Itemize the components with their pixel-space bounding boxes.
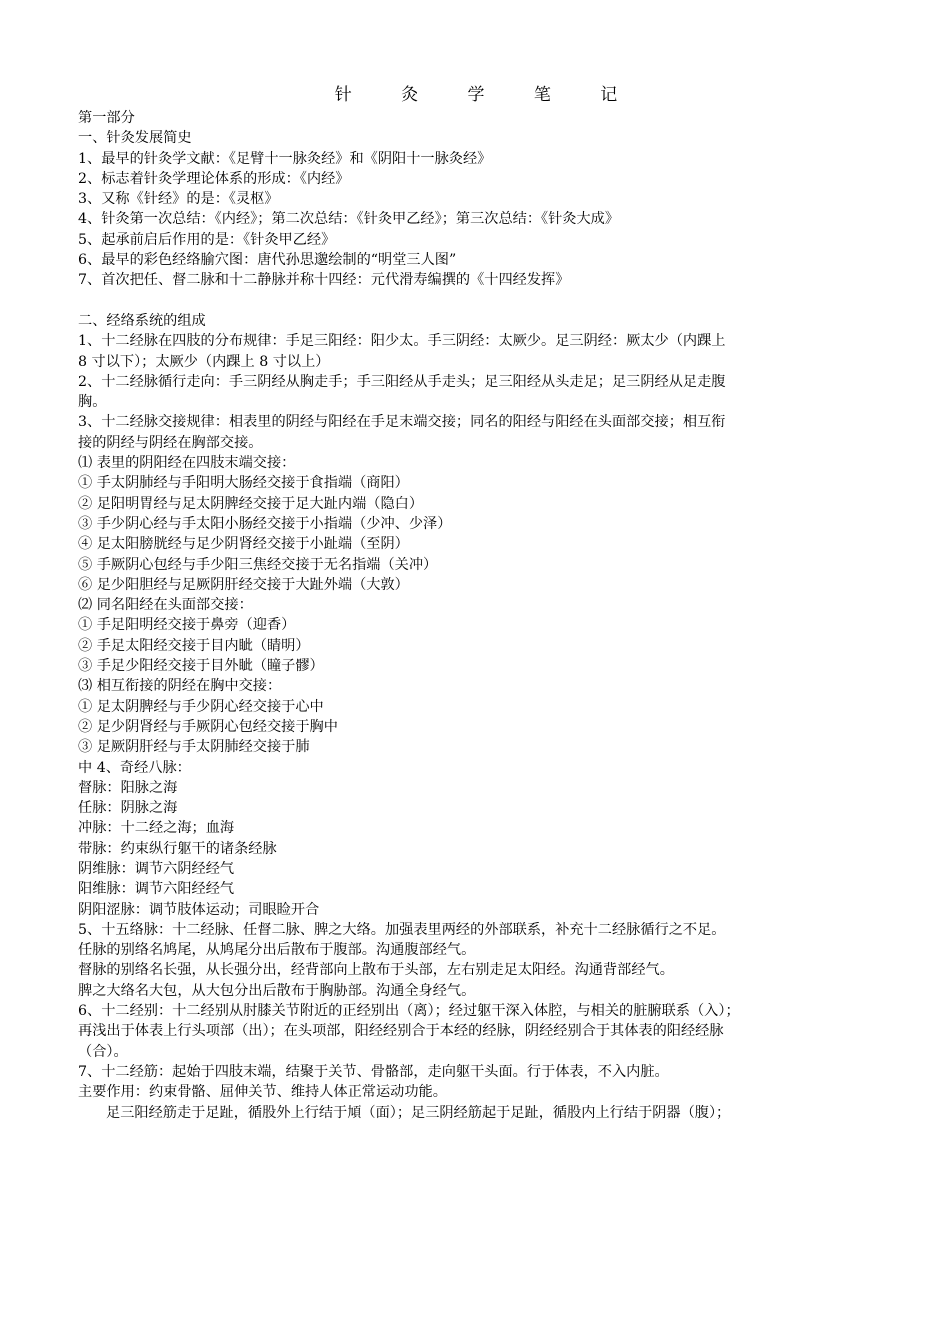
text-line: 3、十二经脉交接规律：相表里的阴经与阳经在手足末端交接；同名的阳经与阳经在头面部交接；相互衔	[78, 414, 726, 431]
text-line: 第一部分	[78, 110, 135, 126]
text-line: ⑶ 相互衔接的阴经在胸中交接：	[78, 678, 282, 695]
text-line: ② 足阳明胃经与足太阴脾经交接于足大趾内端（隐白）	[78, 495, 424, 512]
text-line: 脾之大络名大包，从大包分出后散布于胸胁部。沟通全身经气。	[78, 982, 476, 999]
text-line: 5、起承前启后作用的是：《针灸甲乙经》	[78, 231, 336, 248]
document-title: 针 灸 学 笔 记	[334, 85, 640, 105]
document-page	[78, 84, 878, 1123]
text-line: 胸。	[78, 394, 107, 411]
text-line: 任脉：阴脉之海	[78, 800, 178, 817]
text-line: 2、十二经脉循行走向：手三阴经从胸走手；手三阳经从手走头；足三阳经从头走足；足三阴经从足走腹	[78, 373, 726, 390]
text-line: 主要作用：约束骨骼、屈伸关节、维持人体正常运动功能。	[78, 1084, 447, 1101]
text-line: ① 手太阴肺经与手阳明大肠经交接于食指端（商阳）	[78, 475, 409, 492]
text-line: ④ 足太阳膀胱经与足少阴肾经交接于小趾端（至阴）	[78, 536, 409, 553]
text-line: 督脉的别络名长强，从长强分出，经背部向上散布于头部，左右别走足太阳经。沟通背部经气。	[78, 962, 674, 979]
text-line: 督脉：阳脉之海	[78, 779, 178, 796]
text-line: 7、十二经筋：起始于四肢末端，结聚于关节、骨骼部，走向躯干头面。行于体表，不入内脏。	[78, 1063, 669, 1080]
text-line: 2、标志着针灸学理论体系的形成：《内经》	[78, 170, 350, 187]
text-line: 足三阳经筋走于足趾，循股外上行结于頄（面）；足三阴经筋起于足趾，循股内上行结于阴器（腹）；	[106, 1104, 731, 1121]
text-line: 6、十二经别：十二经别从肘膝关节附近的正经别出（离）；经过躯干深入体腔，与相关的脏腑联系（入）；	[78, 1003, 740, 1020]
text-line: ③ 足厥阴肝经与手太阴肺经交接于肺	[78, 739, 310, 756]
text-line: ⑤ 手厥阴心包经与手少阳三焦经交接于无名指端（关冲）	[78, 556, 438, 573]
text-line: 接的阴经与阴经在胸部交接。	[78, 434, 263, 451]
text-line: 6、最早的彩色经络腧穴图：唐代孙思邈绘制的“明堂三人图”	[78, 252, 457, 269]
text-line: 5、十五络脉：十二经脉、任督二脉、脾之大络。加强表里两经的外部联系，补充十二经脉循行之不足。	[78, 921, 726, 938]
text-line: ⑥ 足少阳胆经与足厥阴肝经交接于大趾外端（大敦）	[78, 576, 409, 593]
text-line: （合）。	[78, 1043, 128, 1060]
blank-line	[78, 291, 878, 311]
text-line: 再浅出于体表上行头项部（出）；在头项部，阳经经别合于本经的经脉，阴经经别合于其体表的阳经经脉	[78, 1023, 724, 1040]
text-line: 7、首次把任、督二脉和十二静脉并称十四经：元代滑寿编撰的《十四经发挥》	[78, 272, 570, 289]
text-line: 中 4、奇经八脉：	[78, 759, 191, 776]
text-line: 1、十二经脉在四肢的分布规律：手足三阳经：阳少太。手三阴经：太厥少。足三阴经：厥太少（内踝上	[78, 333, 726, 350]
text-line: 阴阳涩脉：调节肢体运动；司眼睑开合	[78, 901, 320, 918]
text-line: 带脉：约束纵行躯干的诸条经脉	[78, 840, 277, 857]
text-line: ③ 手少阴心经与手太阳小肠经交接于小指端（少冲、少泽）	[78, 515, 452, 532]
text-line: ② 手足太阳经交接于目内眦（睛明）	[78, 637, 310, 654]
text-line: ① 手足阳明经交接于鼻旁（迎香）	[78, 617, 296, 634]
text-line: 8 寸以下）；太厥少（内踝上 8 寸以上）	[78, 353, 330, 370]
text-line: ③ 手足少阳经交接于目外眦（瞳子髎）	[78, 658, 324, 675]
document-body	[78, 108, 878, 1123]
text-line: 1、最早的针灸学文献：《足臂十一脉灸经》和《阴阳十一脉灸经》	[78, 150, 492, 167]
text-line: ① 足太阴脾经与手少阴心经交接于心中	[78, 698, 324, 715]
text-line: ② 足少阴肾经与手厥阴心包经交接于胸中	[78, 718, 338, 735]
text-line: ⑴ 表里的阴阳经在四肢末端交接：	[78, 455, 296, 472]
text-line: 阳维脉：调节六阳经经气	[78, 881, 235, 898]
text-line: ⑵ 同名阳经在头面部交接：	[78, 597, 253, 614]
text-line: 二、经络系统的组成	[78, 312, 206, 329]
text-line: 4、针灸第一次总结：《内经》；第二次总结：《针灸甲乙经》；第三次总结：《针灸大成》	[78, 211, 620, 228]
text-line: 阴维脉：调节六阴经经气	[78, 860, 235, 877]
text-line: 冲脉：十二经之海；血海	[78, 820, 235, 837]
text-line: 3、又称《针经》的是：《灵枢》	[78, 191, 279, 208]
text-line: 任脉的别络名鸠尾，从鸠尾分出后散布于腹部。沟通腹部经气。	[78, 942, 476, 959]
text-line: 一、针灸发展简史	[78, 130, 192, 147]
